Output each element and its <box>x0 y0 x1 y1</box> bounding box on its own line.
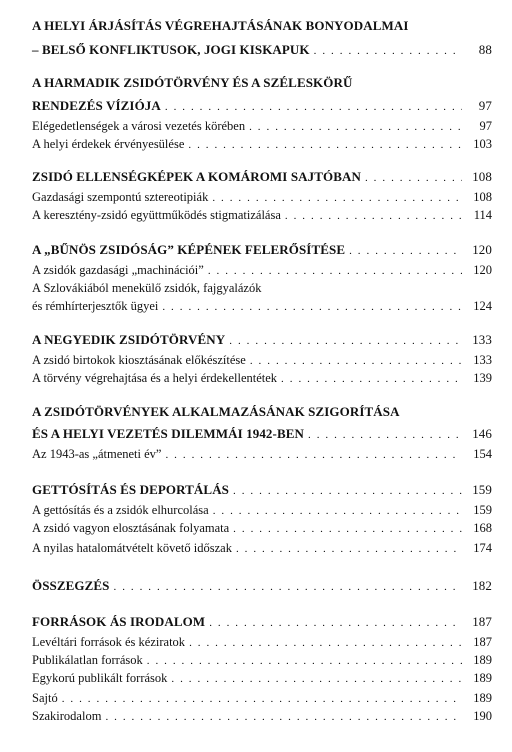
toc-page-number: 114 <box>473 208 492 222</box>
toc-entry-title: ZSIDÓ ELLENSÉGKÉPEK A KOMÁROMI SAJTÓBAN <box>32 169 361 184</box>
toc-page-number: 187 <box>472 614 492 629</box>
toc-entry-title: és rémhírterjesztők ügyei <box>32 299 159 313</box>
dot-leader <box>212 190 462 206</box>
dot-leader <box>249 119 462 135</box>
toc-page-number: 97 <box>478 98 492 113</box>
toc-entry <box>32 708 492 725</box>
dot-leader <box>281 371 462 387</box>
dot-leader <box>171 671 462 687</box>
toc-page-number: 97 <box>479 119 492 133</box>
toc-entry-title: A NEGYEDIK ZSIDÓTÖRVÉNY <box>32 332 226 347</box>
toc-entry-title: Elégedetlenségek a városi vezetés körében <box>32 119 246 133</box>
toc-heading <box>32 404 492 420</box>
toc-entry <box>32 520 492 537</box>
toc-page-number: 154 <box>473 447 492 461</box>
toc-entry-title: A keresztény-zsidó együttműködés stigmatizálása <box>32 208 281 222</box>
toc-heading <box>32 18 492 34</box>
toc-heading <box>32 578 492 595</box>
dot-leader <box>147 653 462 669</box>
toc-entry <box>32 298 492 315</box>
dot-leader <box>314 43 462 59</box>
dot-leader <box>233 483 462 499</box>
toc-heading <box>32 426 492 443</box>
toc-entry-title: A zsidó birtokok kiosztásának előkészítése <box>32 353 246 367</box>
toc-entry-title: Szakirodalom <box>32 709 102 723</box>
toc-entry-title: Gazdasági szempontú sztereotipiák <box>32 190 209 204</box>
dot-leader <box>62 691 462 707</box>
toc-entry-title: Az 1943-as „átmeneti év” <box>32 447 162 461</box>
toc-page-number: 120 <box>472 242 492 257</box>
dot-leader <box>114 579 463 595</box>
toc-entry <box>32 670 492 687</box>
dot-leader <box>188 137 462 153</box>
dot-leader <box>209 615 462 631</box>
dot-leader <box>308 427 462 443</box>
toc-page-number: 168 <box>473 521 492 535</box>
toc-heading <box>32 75 492 91</box>
toc-entry-title: ÖSSZEGZÉS <box>32 578 110 593</box>
toc-entry <box>32 370 492 387</box>
toc-entry <box>32 189 492 206</box>
toc-entry-title: – BELSŐ KONFLIKTUSOK, JOGI KISKAPUK <box>32 42 310 57</box>
toc-heading <box>32 98 492 115</box>
toc-page-number: 133 <box>473 353 492 367</box>
dot-leader <box>213 503 462 519</box>
dot-leader <box>229 333 462 349</box>
dot-leader <box>365 170 462 186</box>
toc-entry-title: ÉS A HELYI VEZETÉS DILEMMÁI 1942-BEN <box>32 426 304 441</box>
toc-entry <box>32 207 492 224</box>
toc-entry <box>32 652 492 669</box>
dot-leader <box>236 541 462 557</box>
dot-leader <box>349 243 462 259</box>
toc-entry <box>32 280 492 296</box>
toc-entry-title: Publikálatlan források <box>32 653 143 667</box>
toc-heading <box>32 42 492 59</box>
toc-page-number: 108 <box>472 169 492 184</box>
toc-page-number: 133 <box>472 332 492 347</box>
toc-page-number: 159 <box>473 503 492 517</box>
dot-leader <box>165 99 462 115</box>
toc-entry <box>32 136 492 153</box>
toc-page-number: 108 <box>473 190 492 204</box>
toc-heading <box>32 614 492 631</box>
toc-entry-title: FORRÁSOK ÁS IRODALOM <box>32 614 206 629</box>
toc-entry-title: A gettósítás és a zsidók elhurcolása <box>32 503 209 517</box>
toc-entry-title: A Szlovákiából menekülő zsidók, fajgyalázók <box>32 281 262 295</box>
toc-entry-title: A törvény végrehajtása és a helyi érdekellentétek <box>32 371 278 385</box>
toc-page-number: 139 <box>473 371 492 385</box>
toc-heading <box>32 242 492 259</box>
toc-entry <box>32 446 492 463</box>
toc-page-number: 190 <box>473 709 492 723</box>
toc-entry-title: GETTÓSÍTÁS ÉS DEPORTÁLÁS <box>32 482 230 497</box>
toc-entry <box>32 118 492 135</box>
toc-heading <box>32 169 492 186</box>
dot-leader <box>189 635 462 651</box>
dot-leader <box>162 299 462 315</box>
toc-entry-title: A nyilas hatalomátvételt követő időszak <box>32 541 232 555</box>
toc-entry <box>32 262 492 279</box>
toc-page-number: 174 <box>473 541 492 555</box>
toc-entry <box>32 634 492 651</box>
toc-entry <box>32 690 492 707</box>
toc-entry-title: A „BŰNÖS ZSIDÓSÁG” KÉPÉNEK FELERŐSÍTÉSE <box>32 242 346 257</box>
toc-page-number: 182 <box>472 578 492 593</box>
toc-page-number: 124 <box>473 299 492 313</box>
toc-entry <box>32 540 492 557</box>
toc-entry-title: A helyi érdekek érvényesülése <box>32 137 185 151</box>
dot-leader <box>105 709 462 725</box>
toc-entry <box>32 352 492 369</box>
toc-entry-title: A ZSIDÓTÖRVÉNYEK ALKALMAZÁSÁNAK SZIGORÍTÁSA <box>32 404 400 419</box>
toc-entry-title: RENDEZÉS VÍZIÓJA <box>32 98 161 113</box>
toc-entry-title: Egykorú publikált források <box>32 671 168 685</box>
dot-leader <box>285 208 462 224</box>
toc-page-number: 103 <box>473 137 492 151</box>
toc-page-number: 159 <box>472 482 492 497</box>
toc-page-number: 88 <box>478 42 492 57</box>
toc-entry <box>32 502 492 519</box>
toc-page-number: 120 <box>473 263 492 277</box>
toc-page-number: 146 <box>472 426 492 441</box>
toc-page-number: 189 <box>473 671 492 685</box>
toc-entry-title: A zsidók gazdasági „machinációi” <box>32 263 204 277</box>
toc-page-number: 187 <box>473 635 492 649</box>
toc-page-number: 189 <box>473 653 492 667</box>
toc-entry-title: A HELYI ÁRJÁSÍTÁS VÉGREHAJTÁSÁNAK BONYODALMAI <box>32 18 409 33</box>
dot-leader <box>250 353 462 369</box>
dot-leader <box>208 263 462 279</box>
toc-heading <box>32 482 492 499</box>
toc-entry-title: A HARMADIK ZSIDÓTÖRVÉNY ÉS A SZÉLESKÖRŰ <box>32 75 353 90</box>
dot-leader <box>165 447 462 463</box>
toc-entry-title: A zsidó vagyon elosztásának folyamata <box>32 521 230 535</box>
toc-entry-title: Levéltári források és kéziratok <box>32 635 186 649</box>
dot-leader <box>233 521 462 537</box>
toc-heading <box>32 332 492 349</box>
toc-page-number: 189 <box>473 691 492 705</box>
toc-entry-title: Sajtó <box>32 691 58 705</box>
